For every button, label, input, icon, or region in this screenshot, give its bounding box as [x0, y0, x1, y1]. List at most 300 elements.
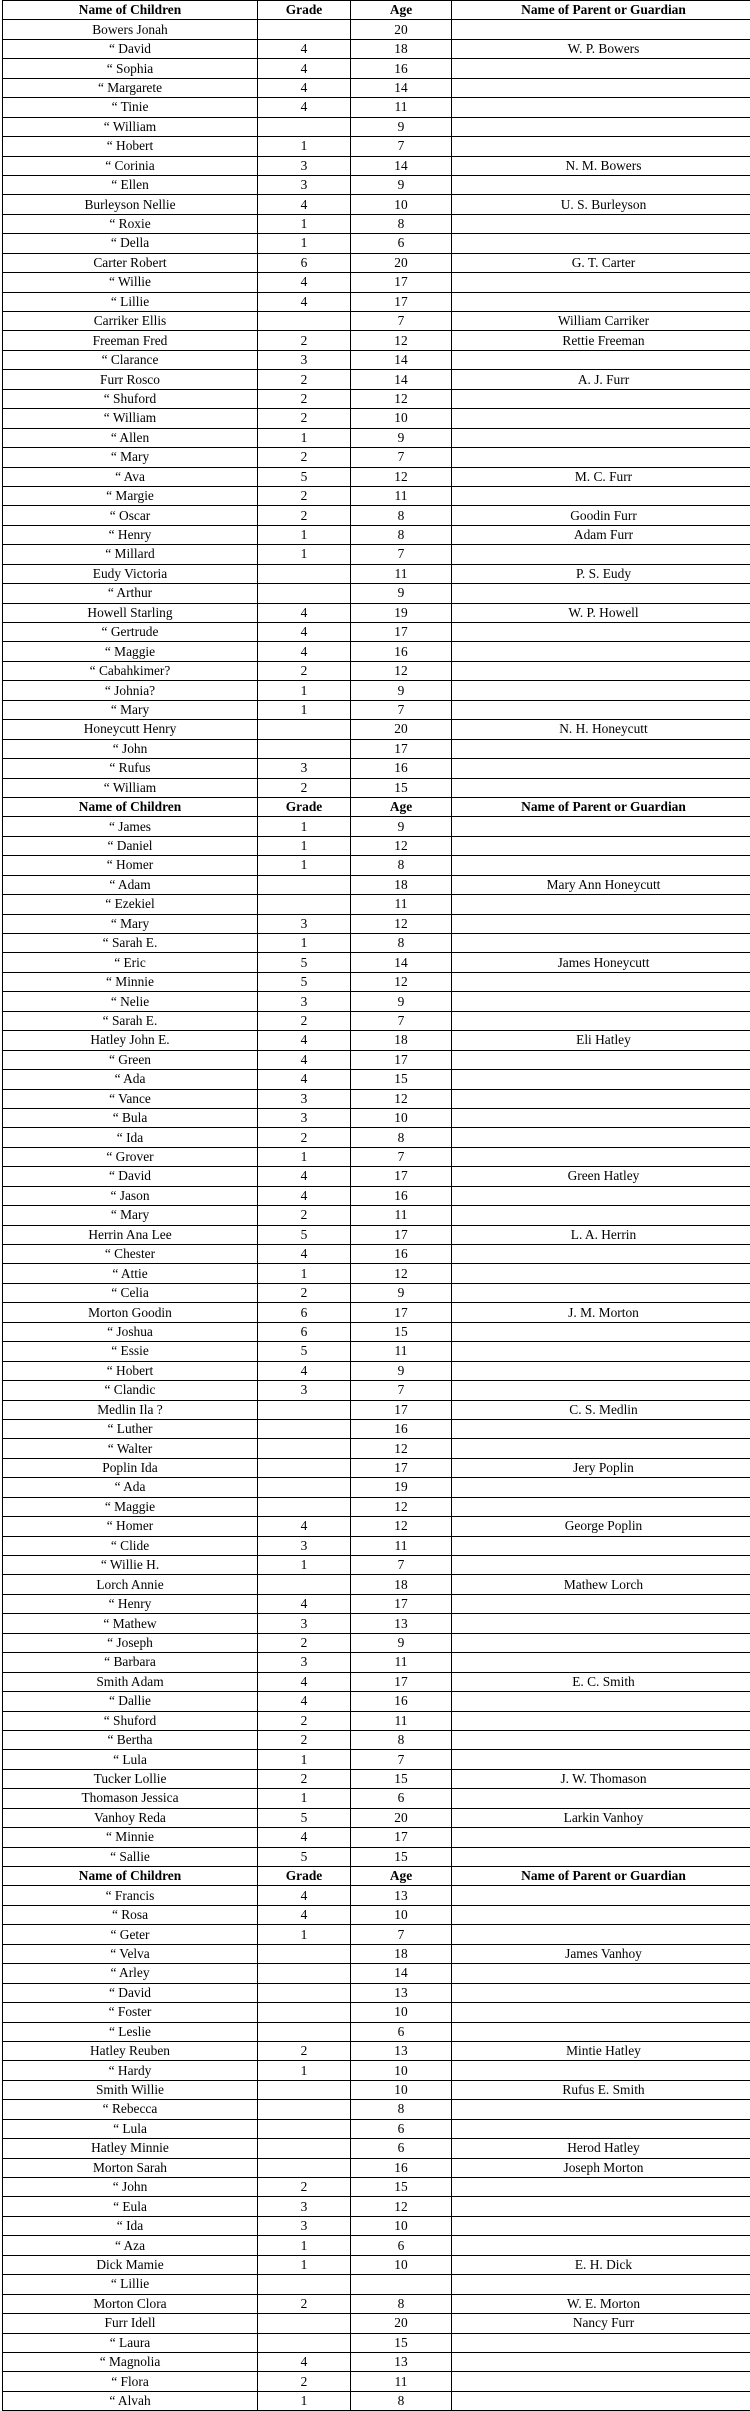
table-row: [3, 1419, 750, 1438]
grade-cell: 2: [258, 1769, 351, 1788]
child-name-cell: “ Cabahkimer?: [3, 661, 258, 680]
parent-cell: James Vanhoy: [452, 1944, 750, 1963]
age-cell: 18: [351, 1575, 452, 1594]
table-row: [3, 39, 750, 58]
grade-cell: [258, 1439, 351, 1458]
table-row: [3, 1322, 750, 1341]
grade-cell: [258, 2275, 351, 2294]
age-cell: 17: [351, 1050, 452, 1069]
age-cell: 20: [351, 1808, 452, 1827]
grade-cell: 1: [258, 1264, 351, 1283]
child-name-cell: “ Allen: [3, 428, 258, 447]
age-cell: 16: [351, 1692, 452, 1711]
parent-cell: [452, 934, 750, 953]
table-row: [3, 1517, 750, 1536]
parent-cell: [452, 1108, 750, 1127]
child-name-cell: “ Joshua: [3, 1322, 258, 1341]
parent-cell: [452, 1730, 750, 1749]
grade-cell: [258, 2314, 351, 2333]
grade-cell: [258, 720, 351, 739]
child-name-cell: “ James: [3, 817, 258, 836]
table-row: [3, 759, 750, 778]
child-name-cell: “ Flora: [3, 2372, 258, 2391]
grade-cell: [258, 2003, 351, 2022]
table-row: [3, 1633, 750, 1652]
child-name-cell: “ Vance: [3, 1089, 258, 1108]
grade-cell: 5: [258, 953, 351, 972]
age-cell: 14: [351, 370, 452, 389]
table-row: [3, 1186, 750, 1205]
child-name-cell: “ Johnia?: [3, 681, 258, 700]
parent-cell: [452, 1847, 750, 1866]
table-row: [3, 2275, 750, 2294]
grade-cell: 1: [258, 1750, 351, 1769]
age-cell: 8: [351, 934, 452, 953]
table-row: [3, 2352, 750, 2371]
grade-cell: 1: [258, 2255, 351, 2274]
age-cell: 8: [351, 856, 452, 875]
table-row: [3, 972, 750, 991]
child-name-cell: “ David: [3, 1167, 258, 1186]
table-row: [3, 564, 750, 583]
age-cell: 16: [351, 642, 452, 661]
child-name-cell: Smith Adam: [3, 1672, 258, 1691]
age-cell: 12: [351, 914, 452, 933]
parent-cell: [452, 1186, 750, 1205]
grade-cell: 1: [258, 681, 351, 700]
grade-cell: 4: [258, 292, 351, 311]
child-name-cell: “ Millard: [3, 545, 258, 564]
parent-cell: [452, 895, 750, 914]
child-name-cell: Burleyson Nellie: [3, 195, 258, 214]
table-row: [3, 20, 750, 39]
age-cell: 6: [351, 234, 452, 253]
child-name-cell: Morton Clora: [3, 2294, 258, 2313]
parent-cell: George Poplin: [452, 1517, 750, 1536]
grade-cell: 3: [258, 2197, 351, 2216]
child-name-cell: “ Mary: [3, 448, 258, 467]
table-row: [3, 1692, 750, 1711]
child-name-cell: Carriker Ellis: [3, 312, 258, 331]
table-row: [3, 817, 750, 836]
child-name-cell: “ Rebecca: [3, 2100, 258, 2119]
parent-cell: P. S. Eudy: [452, 564, 750, 583]
parent-cell: [452, 117, 750, 136]
header-age: Age: [351, 1867, 452, 1886]
grade-cell: [258, 1983, 351, 2002]
header-name-of-parent: Name of Parent or Guardian: [452, 1867, 750, 1886]
grade-cell: 3: [258, 156, 351, 175]
parent-cell: G. T. Carter: [452, 253, 750, 272]
grade-cell: 4: [258, 2352, 351, 2371]
parent-cell: [452, 972, 750, 991]
parent-cell: Joseph Morton: [452, 2158, 750, 2177]
age-cell: 9: [351, 817, 452, 836]
grade-cell: 3: [258, 1108, 351, 1127]
grade-cell: 2: [258, 1633, 351, 1652]
child-name-cell: “ Ellen: [3, 175, 258, 194]
age-cell: 11: [351, 1653, 452, 1672]
child-name-cell: Bowers Jonah: [3, 20, 258, 39]
table-row: [3, 1283, 750, 1302]
age-cell: 12: [351, 331, 452, 350]
parent-cell: [452, 1206, 750, 1225]
age-cell: 12: [351, 836, 452, 855]
age-cell: 13: [351, 2352, 452, 2371]
parent-cell: [452, 1750, 750, 1769]
child-name-cell: “ Luther: [3, 1419, 258, 1438]
table-row: [3, 1983, 750, 2002]
table-row: [3, 2158, 750, 2177]
grade-cell: [258, 1944, 351, 1963]
age-cell: 15: [351, 1847, 452, 1866]
table-row: [3, 603, 750, 622]
table-row: [3, 59, 750, 78]
grade-cell: 1: [258, 836, 351, 855]
age-cell: 17: [351, 292, 452, 311]
child-name-cell: “ Henry: [3, 1594, 258, 1613]
table-row: [3, 273, 750, 292]
child-name-cell: “ Eric: [3, 953, 258, 972]
age-cell: 18: [351, 875, 452, 894]
table-row: [3, 1750, 750, 1769]
child-name-cell: “ Margarete: [3, 78, 258, 97]
age-cell: 8: [351, 214, 452, 233]
child-name-cell: “ Margie: [3, 486, 258, 505]
age-cell: 12: [351, 661, 452, 680]
age-cell: 7: [351, 1556, 452, 1575]
grade-cell: 5: [258, 1808, 351, 1827]
parent-cell: [452, 1692, 750, 1711]
table-row: [3, 350, 750, 369]
table-row: [3, 2080, 750, 2099]
child-name-cell: “ Chester: [3, 1245, 258, 1264]
child-name-cell: Smith Willie: [3, 2080, 258, 2099]
table-row: [3, 2294, 750, 2313]
table-row: [3, 2236, 750, 2255]
parent-cell: [452, 1905, 750, 1924]
parent-cell: [452, 1322, 750, 1341]
grade-cell: 2: [258, 448, 351, 467]
parent-cell: Rufus E. Smith: [452, 2080, 750, 2099]
grade-cell: 3: [258, 914, 351, 933]
grade-cell: [258, 1964, 351, 1983]
parent-cell: Nancy Furr: [452, 2314, 750, 2333]
parent-cell: L. A. Herrin: [452, 1225, 750, 1244]
grade-cell: [258, 2100, 351, 2119]
table-row: [3, 98, 750, 117]
column-header-row: [3, 1867, 750, 1886]
age-cell: 14: [351, 78, 452, 97]
parent-cell: [452, 137, 750, 156]
grade-cell: 5: [258, 972, 351, 991]
age-cell: 9: [351, 681, 452, 700]
grade-cell: 3: [258, 1381, 351, 1400]
age-cell: 11: [351, 486, 452, 505]
grade-cell: 2: [258, 2372, 351, 2391]
table-row: [3, 739, 750, 758]
parent-cell: [452, 292, 750, 311]
child-name-cell: “ Minnie: [3, 1828, 258, 1847]
grade-cell: 4: [258, 273, 351, 292]
child-name-cell: “ Bertha: [3, 1730, 258, 1749]
child-name-cell: Hatley Minnie: [3, 2139, 258, 2158]
child-name-cell: “ Foster: [3, 2003, 258, 2022]
table-row: [3, 78, 750, 97]
parent-cell: [452, 1419, 750, 1438]
grade-cell: 4: [258, 1245, 351, 1264]
age-cell: 10: [351, 2216, 452, 2235]
age-cell: 17: [351, 1828, 452, 1847]
age-cell: 13: [351, 1886, 452, 1905]
age-cell: 18: [351, 1031, 452, 1050]
child-name-cell: “ Ava: [3, 467, 258, 486]
grade-cell: [258, 1497, 351, 1516]
child-name-cell: Hatley Reuben: [3, 2041, 258, 2060]
parent-cell: [452, 2352, 750, 2371]
table-row: [3, 1245, 750, 1264]
child-name-cell: “ Attie: [3, 1264, 258, 1283]
age-cell: 19: [351, 1478, 452, 1497]
child-name-cell: “ John: [3, 739, 258, 758]
grade-cell: 1: [258, 214, 351, 233]
age-cell: 9: [351, 1283, 452, 1302]
grade-cell: 3: [258, 2216, 351, 2235]
grade-cell: 4: [258, 1594, 351, 1613]
parent-cell: [452, 234, 750, 253]
parent-cell: Mathew Lorch: [452, 1575, 750, 1594]
age-cell: 7: [351, 1147, 452, 1166]
table-row: [3, 1944, 750, 1963]
parent-cell: [452, 1828, 750, 1847]
grade-cell: [258, 564, 351, 583]
parent-cell: [452, 642, 750, 661]
age-cell: 8: [351, 1730, 452, 1749]
age-cell: 7: [351, 545, 452, 564]
parent-cell: [452, 389, 750, 408]
table-row: [3, 2100, 750, 2119]
child-name-cell: “ Bula: [3, 1108, 258, 1127]
parent-cell: [452, 739, 750, 758]
parent-cell: [452, 681, 750, 700]
parent-cell: N. M. Bowers: [452, 156, 750, 175]
age-cell: 8: [351, 1128, 452, 1147]
table-row: [3, 1828, 750, 1847]
age-cell: 9: [351, 1361, 452, 1380]
age-cell: 8: [351, 2100, 452, 2119]
grade-cell: 1: [258, 428, 351, 447]
age-cell: 10: [351, 2003, 452, 2022]
parent-cell: [452, 98, 750, 117]
table-row: [3, 1342, 750, 1361]
child-name-cell: “ Henry: [3, 525, 258, 544]
child-name-cell: “ Sophia: [3, 59, 258, 78]
table-row: [3, 1147, 750, 1166]
grade-cell: 2: [258, 486, 351, 505]
table-row: [3, 1575, 750, 1594]
age-cell: 10: [351, 2255, 452, 2274]
parent-cell: M. C. Furr: [452, 467, 750, 486]
table-row: [3, 2333, 750, 2352]
grade-cell: 4: [258, 195, 351, 214]
parent-cell: [452, 992, 750, 1011]
grade-cell: 2: [258, 2178, 351, 2197]
table-row: [3, 2197, 750, 2216]
child-name-cell: “ Shuford: [3, 389, 258, 408]
table-row: [3, 681, 750, 700]
age-cell: 12: [351, 1439, 452, 1458]
child-name-cell: “ Dallie: [3, 1692, 258, 1711]
parent-cell: [452, 350, 750, 369]
table-row: [3, 2255, 750, 2274]
age-cell: 11: [351, 98, 452, 117]
child-name-cell: “ Shuford: [3, 1711, 258, 1730]
table-row: [3, 214, 750, 233]
age-cell: 9: [351, 1633, 452, 1652]
age-cell: 19: [351, 603, 452, 622]
table-row: [3, 642, 750, 661]
age-cell: 17: [351, 1225, 452, 1244]
table-row: [3, 331, 750, 350]
child-name-cell: “ Arthur: [3, 584, 258, 603]
age-cell: 10: [351, 2061, 452, 2080]
age-cell: 11: [351, 1342, 452, 1361]
table-row: [3, 1050, 750, 1069]
child-name-cell: “ Sarah E.: [3, 934, 258, 953]
table-row: [3, 234, 750, 253]
parent-cell: [452, 214, 750, 233]
child-name-cell: “ William: [3, 117, 258, 136]
age-cell: 17: [351, 1458, 452, 1477]
age-cell: 8: [351, 525, 452, 544]
parent-cell: [452, 2061, 750, 2080]
table-row: [3, 584, 750, 603]
table-row: [3, 1556, 750, 1575]
age-cell: 20: [351, 253, 452, 272]
child-name-cell: “ Mathew: [3, 1614, 258, 1633]
grade-cell: 1: [258, 2236, 351, 2255]
age-cell: 18: [351, 1944, 452, 1963]
parent-cell: [452, 1556, 750, 1575]
grade-cell: 2: [258, 2041, 351, 2060]
parent-cell: [452, 1147, 750, 1166]
child-name-cell: “ David: [3, 39, 258, 58]
child-name-cell: “ Mary: [3, 914, 258, 933]
child-name-cell: Lorch Annie: [3, 1575, 258, 1594]
age-cell: 6: [351, 2139, 452, 2158]
table-row: [3, 2041, 750, 2060]
table-row: [3, 2003, 750, 2022]
age-cell: 13: [351, 1614, 452, 1633]
child-name-cell: “ Grover: [3, 1147, 258, 1166]
child-name-cell: “ Essie: [3, 1342, 258, 1361]
age-cell: 12: [351, 389, 452, 408]
child-name-cell: “ Daniel: [3, 836, 258, 855]
parent-cell: Rettie Freeman: [452, 331, 750, 350]
table-row: [3, 1458, 750, 1477]
column-header-row: [3, 797, 750, 816]
parent-cell: [452, 2119, 750, 2138]
age-cell: 17: [351, 1167, 452, 1186]
grade-cell: [258, 584, 351, 603]
table-row: [3, 195, 750, 214]
parent-cell: [452, 1886, 750, 1905]
table-row: [3, 2372, 750, 2391]
parent-cell: [452, 700, 750, 719]
grade-cell: [258, 1478, 351, 1497]
child-name-cell: Thomason Jessica: [3, 1789, 258, 1808]
grade-cell: 2: [258, 2294, 351, 2313]
grade-cell: 1: [258, 1147, 351, 1166]
parent-cell: [452, 2197, 750, 2216]
child-name-cell: “ Lillie: [3, 2275, 258, 2294]
parent-cell: [452, 1439, 750, 1458]
parent-cell: W. P. Howell: [452, 603, 750, 622]
table-row: [3, 1478, 750, 1497]
parent-cell: [452, 78, 750, 97]
age-cell: 20: [351, 20, 452, 39]
grade-cell: 3: [258, 350, 351, 369]
parent-cell: Goodin Furr: [452, 506, 750, 525]
child-name-cell: “ Joseph: [3, 1633, 258, 1652]
age-cell: 16: [351, 2158, 452, 2177]
parent-cell: [452, 1497, 750, 1516]
grade-cell: 4: [258, 1361, 351, 1380]
table-row: [3, 992, 750, 1011]
grade-cell: 4: [258, 1886, 351, 1905]
table-row: [3, 836, 750, 855]
parent-cell: N. H. Honeycutt: [452, 720, 750, 739]
child-name-cell: “ Mary: [3, 700, 258, 719]
table-row: [3, 1711, 750, 1730]
parent-cell: [452, 2275, 750, 2294]
age-cell: 9: [351, 428, 452, 447]
parent-cell: [452, 817, 750, 836]
grade-cell: 4: [258, 1031, 351, 1050]
grade-cell: 2: [258, 1730, 351, 1749]
table-row: [3, 1400, 750, 1419]
age-cell: 11: [351, 2372, 452, 2391]
table-row: [3, 856, 750, 875]
grade-cell: 4: [258, 1186, 351, 1205]
parent-cell: William Carriker: [452, 312, 750, 331]
parent-cell: [452, 486, 750, 505]
grade-cell: 4: [258, 1672, 351, 1691]
grade-cell: 3: [258, 1089, 351, 1108]
parent-cell: [452, 584, 750, 603]
table-row: [3, 1264, 750, 1283]
grade-cell: 4: [258, 1692, 351, 1711]
parent-cell: [452, 759, 750, 778]
parent-cell: J. M. Morton: [452, 1303, 750, 1322]
parent-cell: [452, 623, 750, 642]
header-name-of-children: Name of Children: [3, 1867, 258, 1886]
age-cell: 17: [351, 1594, 452, 1613]
grade-cell: 1: [258, 700, 351, 719]
grade-cell: 3: [258, 1614, 351, 1633]
grade-cell: 4: [258, 642, 351, 661]
age-cell: 7: [351, 312, 452, 331]
grade-cell: 3: [258, 992, 351, 1011]
parent-cell: [452, 1089, 750, 1108]
age-cell: 11: [351, 895, 452, 914]
child-name-cell: “ Alvah: [3, 2391, 258, 2410]
table-row: [3, 409, 750, 428]
grade-cell: 1: [258, 525, 351, 544]
grade-cell: 3: [258, 175, 351, 194]
grade-cell: 4: [258, 39, 351, 58]
grade-cell: 3: [258, 1653, 351, 1672]
